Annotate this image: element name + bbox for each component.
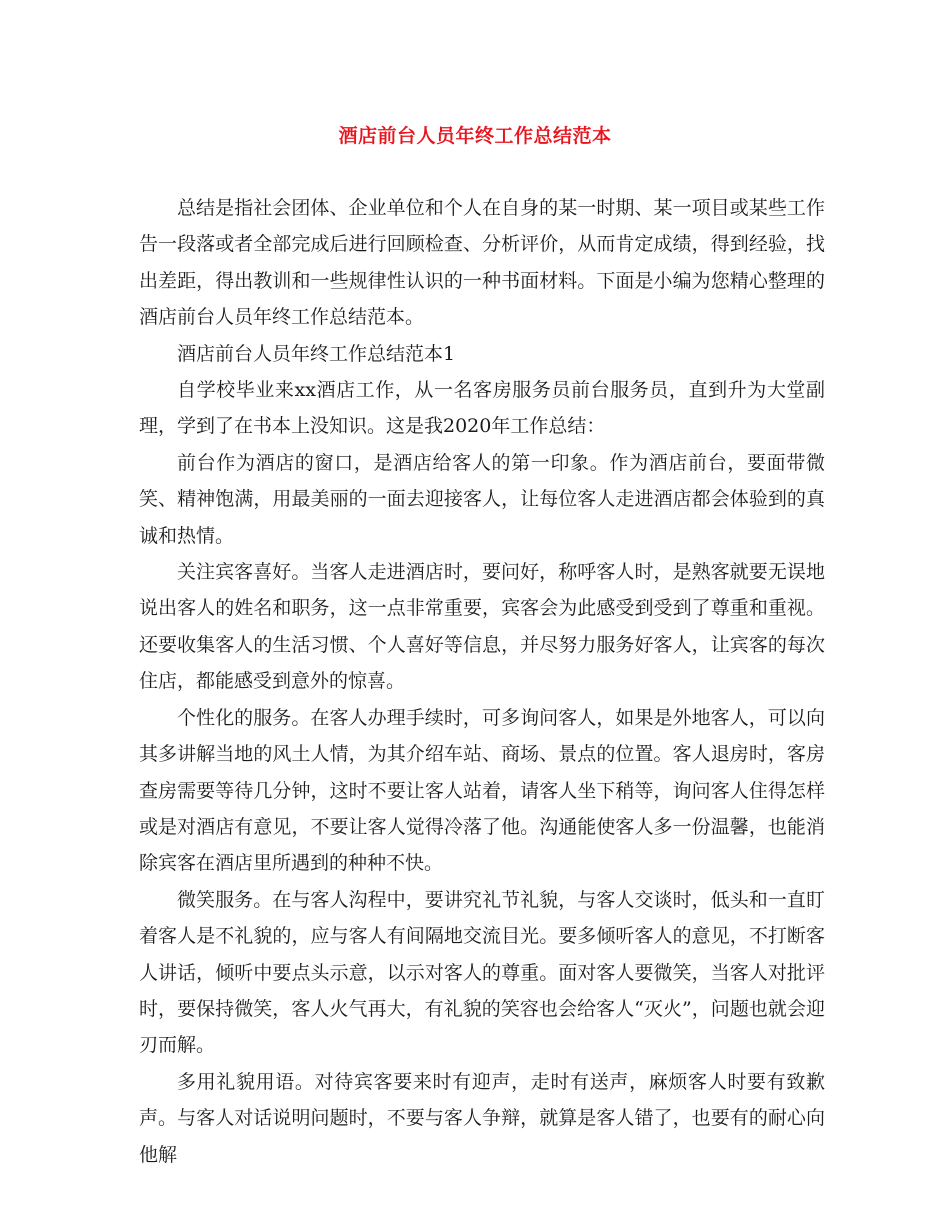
document-body: [139, 190, 825, 1173]
paragraph-guest-preferences: 关注宾客喜好。当客人走进酒店时，要问好，称呼客人时，是熟客就要无误地说出客人的姓名和职务，这一点非常重要，宾客会为此感受到受到了尊重和重视。还要收集客人的生活习惯、个人喜好等信息，并尽努力服务好客人，让宾客的每次住店，都能感受到意外的惊喜。: [139, 561, 825, 693]
paragraph-smile-service: 微笑服务。在与客人沟程中，要讲究礼节礼貌，与客人交谈时，低头和一直盯着客人是不礼貌的，应与客人有间隔地交流目光。要多倾听客人的意见，不打断客人讲话，倾听中要点头示意，以示对客人的尊重。面对客人要微笑，当客人对批评时，要保持微笑，客人火气再大，有礼貌的笑容也会给客人“灭火”，问题也就会迎刃而解。: [139, 888, 825, 1057]
paragraph-polite-language: 多用礼貌用语。对待宾客要来时有迎声，走时有送声，麻烦客人时要有致歉声。与客人对话说明问题时，不要与客人争辩，就算是客人错了，也要有的耐心向他解: [139, 1070, 825, 1166]
paragraph-front-desk: 前台作为酒店的窗口，是酒店给客人的第一印象。作为酒店前台，要面带微笑、精神饱满，用最美丽的一面去迎接客人，让每位客人走进酒店都会体验到的真诚和热情。: [139, 451, 825, 547]
paragraph-background: 自学校毕业来xx酒店工作，从一名客房服务员前台服务员，直到升为大堂副理，学到了在书本上没知识。这是我2020年工作总结：: [139, 379, 825, 438]
paragraph-personalized-service: 个性化的服务。在客人办理手续时，可多询问客人，如果是外地客人，可以向其多讲解当地的风土人情，为其介绍车站、商场、景点的位置。客人退房时，客房查房需要等待几分钟，这时不要让客人站着，请客人坐下稍等，询问客人住得怎样或是对酒店有意见，不要让客人觉得冷落了他。沟通能使客人多一份温馨，也能消除宾客在酒店里所遇到的种种不快。: [139, 706, 825, 875]
paragraph-section-heading: 酒店前台人员年终工作总结范本1: [177, 342, 456, 365]
document-title: 酒店前台人员年终工作总结范本: [338, 125, 612, 147]
paragraph-intro: 总结是指社会团体、企业单位和个人在自身的某一时期、某一项目或某些工作告一段落或者全部完成后进行回顾检查、分析评价，从而肯定成绩，得到经验，找出差距，得出教训和一些规律性认识的一种书面材料。下面是小编为您精心整理的酒店前台人员年终工作总结范本。: [139, 197, 825, 329]
